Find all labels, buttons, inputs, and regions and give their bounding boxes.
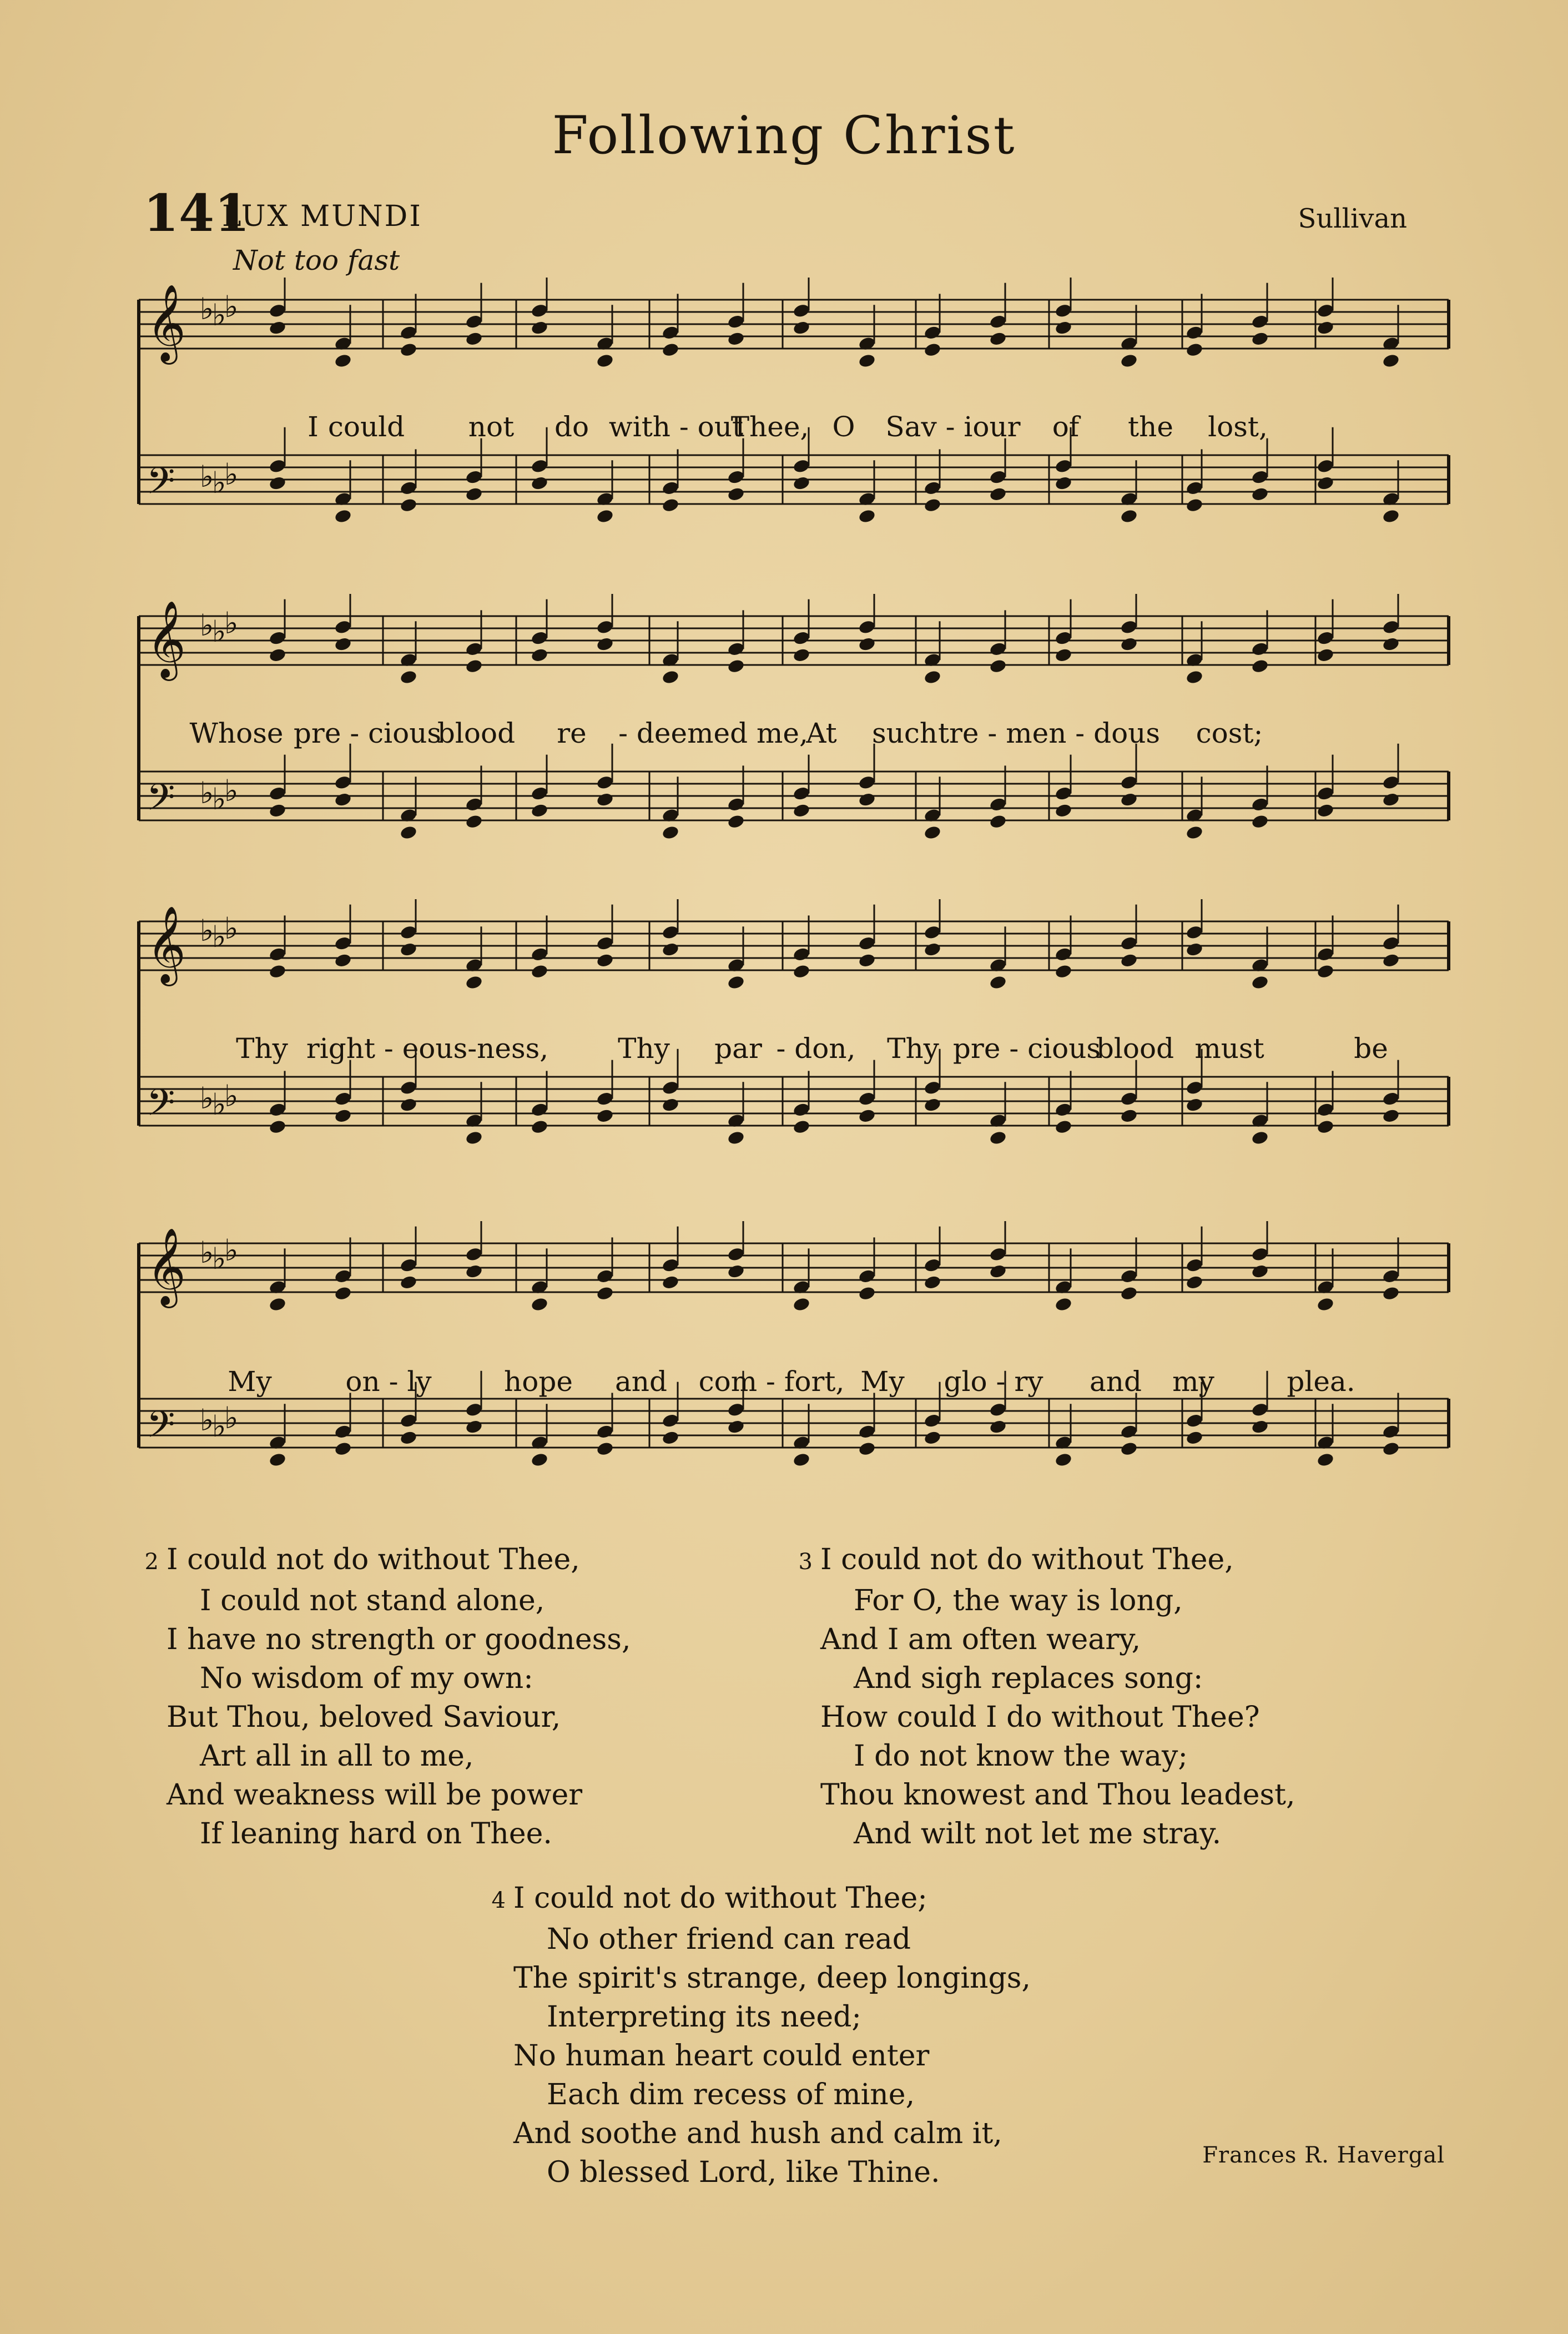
lyric-syllable: glo - ry	[944, 1365, 1043, 1398]
notehead	[1120, 636, 1138, 652]
notehead	[989, 1263, 1007, 1279]
lyrics-line-4	[128, 1365, 1454, 1404]
notehead	[661, 1274, 679, 1290]
notehead	[530, 964, 548, 979]
notehead	[596, 792, 614, 807]
flat-icon: ♭	[200, 775, 214, 811]
notehead	[661, 825, 679, 840]
notehead	[1316, 1452, 1334, 1468]
verse-line: And weakness will be power	[167, 1778, 583, 1812]
notehead	[1251, 975, 1269, 990]
notehead	[923, 342, 941, 357]
notehead	[923, 497, 941, 513]
notehead	[1382, 353, 1400, 369]
notehead	[1251, 814, 1269, 829]
notehead	[399, 1097, 417, 1112]
notehead	[1382, 636, 1400, 652]
notehead	[334, 1441, 352, 1456]
notehead	[268, 647, 286, 663]
treble-clef-icon: 𝄞	[147, 906, 186, 983]
lyric-syllable: O	[832, 411, 855, 443]
notehead	[399, 342, 417, 357]
verse-line: O blessed Lord, like Thine.	[547, 2156, 940, 2189]
notehead	[989, 331, 1007, 346]
notehead	[1316, 1297, 1334, 1312]
lyric-syllable: of	[1052, 411, 1080, 443]
notehead	[792, 1452, 810, 1468]
flat-icon: ♭	[224, 1078, 239, 1113]
notehead	[1316, 964, 1334, 979]
notehead	[858, 952, 876, 968]
notehead	[923, 941, 941, 957]
lyric-syllable: could	[327, 411, 405, 443]
verse-line: How could I do without Thee?	[820, 1701, 1260, 1734]
flat-icon: ♭	[200, 1403, 214, 1438]
verse-line: I could not do without Thee,	[820, 1543, 1234, 1576]
flat-icon: ♭	[224, 1400, 239, 1435]
notehead	[268, 1119, 286, 1135]
verse-number: 2	[144, 1549, 159, 1575]
notehead	[596, 1108, 614, 1123]
notehead	[465, 814, 483, 829]
notehead	[792, 803, 810, 818]
notehead	[1382, 1441, 1400, 1456]
verse-number: 3	[798, 1549, 813, 1575]
flat-icon: ♭	[212, 1241, 226, 1277]
lyric-syllable: I	[307, 411, 319, 443]
verse-line: For O, the way is long,	[854, 1584, 1183, 1617]
notehead	[1054, 647, 1072, 663]
lyric-syllable: and	[1089, 1365, 1142, 1398]
notehead	[334, 353, 352, 369]
notehead	[1120, 1441, 1138, 1456]
flat-icon: ♭	[200, 459, 214, 495]
verse-line: Each dim recess of mine,	[547, 2078, 915, 2111]
notehead	[661, 342, 679, 357]
notehead	[596, 353, 614, 369]
verse-line: And wilt not let me stray.	[854, 1817, 1222, 1851]
notehead	[661, 497, 679, 513]
verse-line: I could not stand alone,	[200, 1584, 545, 1617]
notehead	[923, 1274, 941, 1290]
lyric-syllable: Whose	[189, 717, 284, 749]
verse-line: If leaning hard on Thee.	[200, 1817, 552, 1851]
notehead	[1251, 331, 1269, 346]
notehead	[465, 486, 483, 502]
verse-line: Interpreting its need;	[547, 2000, 861, 2034]
notehead	[727, 486, 745, 502]
notehead	[727, 814, 745, 829]
notehead	[530, 320, 548, 335]
notehead	[399, 1430, 417, 1445]
verse-line: I could not do without Thee;	[513, 1882, 927, 1915]
notehead	[596, 508, 614, 524]
notehead	[268, 1297, 286, 1312]
flat-icon: ♭	[224, 910, 239, 946]
verse-3	[798, 1540, 1295, 1853]
notehead	[1120, 508, 1138, 524]
notehead	[1251, 1130, 1269, 1146]
lyric-syllable: My	[860, 1365, 905, 1398]
flat-icon: ♭	[212, 298, 226, 333]
notehead	[1185, 1274, 1203, 1290]
flat-icon: ♭	[200, 1081, 214, 1116]
notehead	[1120, 353, 1138, 369]
lyric-syllable: pre - cious	[293, 717, 442, 749]
notehead	[530, 1119, 548, 1135]
verse-line: And sigh replaces song:	[854, 1662, 1203, 1695]
notehead	[465, 658, 483, 674]
flat-icon: ♭	[200, 608, 214, 643]
notehead	[923, 825, 941, 840]
music-system-2	[128, 594, 1454, 916]
notehead	[923, 1097, 941, 1112]
lyric-syllable: tre - men - dous	[937, 717, 1161, 749]
notehead	[596, 952, 614, 968]
notehead	[268, 475, 286, 491]
verse-line: No human heart could enter	[513, 2039, 930, 2073]
notehead	[334, 792, 352, 807]
lyrics-line-3	[128, 1032, 1454, 1071]
notehead	[858, 1108, 876, 1123]
notehead	[530, 1297, 548, 1312]
lyric-syllable: - don,	[776, 1032, 856, 1065]
notehead	[1054, 964, 1072, 979]
bass-clef-icon: 𝄢	[147, 776, 175, 828]
lyric-syllable: do	[554, 411, 589, 443]
notehead	[792, 964, 810, 979]
notehead	[1382, 508, 1400, 524]
verse-line: No wisdom of my own:	[200, 1662, 533, 1695]
notehead	[1251, 486, 1269, 502]
flat-icon: ♭	[224, 456, 239, 492]
notehead	[1251, 658, 1269, 674]
notehead	[792, 1297, 810, 1312]
notehead	[989, 975, 1007, 990]
bass-clef-icon: 𝄢	[147, 460, 175, 511]
notehead	[858, 508, 876, 524]
flat-icon: ♭	[212, 782, 226, 817]
notehead	[858, 636, 876, 652]
treble-clef-icon: 𝄞	[147, 601, 186, 678]
lyric-syllable: Thy	[887, 1032, 939, 1065]
notehead	[530, 803, 548, 818]
notehead	[661, 1430, 679, 1445]
notehead	[530, 647, 548, 663]
notehead	[1054, 1452, 1072, 1468]
flat-icon: ♭	[224, 605, 239, 641]
lyrics-line-1	[128, 411, 1454, 450]
notehead	[334, 952, 352, 968]
bass-clef-icon: 𝄢	[147, 1403, 175, 1455]
notehead	[792, 647, 810, 663]
notehead	[1316, 320, 1334, 335]
notehead	[989, 1130, 1007, 1146]
lyric-syllable: plea.	[1287, 1365, 1355, 1398]
notehead	[465, 975, 483, 990]
music-system-1	[128, 278, 1454, 588]
verse-line: I have no strength or goodness,	[167, 1623, 631, 1656]
notehead	[530, 475, 548, 491]
verse-number: 4	[491, 1888, 506, 1913]
notehead	[989, 486, 1007, 502]
flat-icon: ♭	[212, 1409, 226, 1444]
lyric-syllable: re	[557, 717, 587, 749]
notehead	[661, 941, 679, 957]
notehead	[465, 331, 483, 346]
notehead	[1185, 497, 1203, 513]
verse-line: I could not do without Thee,	[167, 1543, 580, 1576]
notehead	[1185, 1097, 1203, 1112]
notehead	[727, 658, 745, 674]
notehead	[399, 669, 417, 685]
notehead	[1316, 475, 1334, 491]
notehead	[1054, 320, 1072, 335]
notehead	[1316, 1119, 1334, 1135]
notehead	[1120, 1108, 1138, 1123]
lyricist-credit: Frances R. Havergal	[1202, 2143, 1445, 2168]
composer-name: Sullivan	[1298, 203, 1407, 234]
notehead	[1185, 342, 1203, 357]
verse-line: The spirit's strange, deep longings,	[513, 1962, 1031, 1995]
notehead	[399, 497, 417, 513]
lyrics-line-2	[128, 717, 1454, 756]
notehead	[1120, 1286, 1138, 1301]
lyric-syllable: right - eous-ness,	[306, 1032, 549, 1065]
music-system-4	[128, 1221, 1454, 1532]
notehead	[334, 508, 352, 524]
lyric-syllable: Thy	[236, 1032, 288, 1065]
flat-icon: ♭	[212, 465, 226, 501]
notehead	[334, 636, 352, 652]
notehead	[923, 669, 941, 685]
notehead	[989, 1419, 1007, 1434]
treble-clef-icon: 𝄞	[147, 1228, 186, 1305]
notehead	[923, 1430, 941, 1445]
lyric-syllable: Thy	[618, 1032, 670, 1065]
notehead	[858, 1441, 876, 1456]
verse-line: Art all in all to me,	[200, 1740, 474, 1773]
lyric-syllable: par	[714, 1032, 762, 1065]
flat-icon: ♭	[200, 291, 214, 327]
notehead	[1120, 792, 1138, 807]
notehead	[334, 1286, 352, 1301]
notehead	[1054, 1297, 1072, 1312]
lyric-syllable: my	[1172, 1365, 1214, 1398]
notehead	[1054, 1119, 1072, 1135]
lyric-syllable: hope	[504, 1365, 573, 1398]
notehead	[1054, 475, 1072, 491]
verse-2	[144, 1540, 631, 1853]
notehead	[1251, 1263, 1269, 1279]
lyric-syllable: such	[871, 717, 938, 749]
flat-icon: ♭	[212, 1087, 226, 1122]
notehead	[530, 1452, 548, 1468]
lyric-syllable: com - fort,	[698, 1365, 845, 1398]
notehead	[268, 803, 286, 818]
verse-line: And soothe and hush and calm it,	[513, 2117, 1002, 2150]
lyric-syllable: At	[806, 717, 837, 749]
lyric-syllable: be	[1354, 1032, 1388, 1065]
lyric-syllable: blood	[1096, 1032, 1174, 1065]
lyric-syllable: cost;	[1196, 717, 1263, 749]
notehead	[1382, 1286, 1400, 1301]
lyric-syllable: Sav - iour	[885, 411, 1021, 443]
lyric-syllable: lost,	[1208, 411, 1268, 443]
notehead	[399, 1274, 417, 1290]
flat-icon: ♭	[212, 919, 226, 955]
treble-clef-icon: 𝄞	[147, 284, 186, 361]
notehead	[399, 941, 417, 957]
notehead	[792, 1119, 810, 1135]
notehead	[1054, 803, 1072, 818]
notehead	[465, 1130, 483, 1146]
verse-4	[491, 1879, 1031, 2192]
page-title: Following Christ	[552, 105, 1016, 166]
notehead	[268, 1452, 286, 1468]
notehead	[1120, 952, 1138, 968]
notehead	[792, 475, 810, 491]
notehead	[399, 825, 417, 840]
notehead	[858, 1286, 876, 1301]
notehead	[1251, 1419, 1269, 1434]
notehead	[1382, 792, 1400, 807]
notehead	[661, 1097, 679, 1112]
verse-line: No other friend can read	[547, 1923, 911, 1956]
notehead	[727, 975, 745, 990]
lyric-syllable: pre - cious	[952, 1032, 1101, 1065]
notehead	[727, 1263, 745, 1279]
notehead	[727, 1419, 745, 1434]
verse-line: I do not know the way;	[854, 1740, 1188, 1773]
notehead	[989, 658, 1007, 674]
verse-line: And I am often weary,	[820, 1623, 1141, 1656]
notehead	[596, 1441, 614, 1456]
lyric-syllable: with - out	[608, 411, 744, 443]
notehead	[596, 1286, 614, 1301]
flat-icon: ♭	[200, 913, 214, 949]
notehead	[268, 320, 286, 335]
notehead	[334, 1108, 352, 1123]
bass-clef-icon: 𝄢	[147, 1081, 175, 1133]
lyric-syllable: must	[1194, 1032, 1264, 1065]
notehead	[1382, 952, 1400, 968]
notehead	[727, 331, 745, 346]
lyric-syllable: on - ly	[345, 1365, 432, 1398]
notehead	[268, 964, 286, 979]
notehead	[792, 320, 810, 335]
lyric-syllable: the	[1128, 411, 1173, 443]
flat-icon: ♭	[224, 1232, 239, 1268]
notehead	[727, 1130, 745, 1146]
lyric-syllable: not	[468, 411, 515, 443]
lyric-syllable: - deemed me,	[618, 717, 808, 749]
notehead	[465, 1419, 483, 1434]
hymn-number: 141	[143, 183, 250, 243]
verse-line: But Thou, beloved Saviour,	[167, 1701, 561, 1734]
flat-icon: ♭	[212, 614, 226, 649]
music-system-3	[128, 899, 1454, 1210]
notehead	[1185, 1430, 1203, 1445]
lyric-syllable: and	[614, 1365, 668, 1398]
tune-name: LUX MUNDI	[222, 200, 422, 233]
notehead	[858, 792, 876, 807]
lyric-syllable: Thee,	[730, 411, 809, 443]
notehead	[858, 353, 876, 369]
flat-icon: ♭	[200, 1235, 214, 1271]
notehead	[661, 669, 679, 685]
flat-icon: ♭	[224, 289, 239, 324]
flat-icon: ♭	[224, 773, 239, 808]
notehead	[1185, 825, 1203, 840]
notehead	[989, 814, 1007, 829]
verse-line: Thou knowest and Thou leadest,	[820, 1778, 1295, 1812]
lyric-syllable: My	[228, 1365, 272, 1398]
notehead	[1316, 803, 1334, 818]
tempo-marking: Not too fast	[233, 244, 400, 276]
notehead	[465, 1263, 483, 1279]
notehead	[1316, 647, 1334, 663]
notehead	[1185, 669, 1203, 685]
notehead	[596, 636, 614, 652]
notehead	[1185, 941, 1203, 957]
lyric-syllable: blood	[437, 717, 516, 749]
notehead	[1382, 1108, 1400, 1123]
